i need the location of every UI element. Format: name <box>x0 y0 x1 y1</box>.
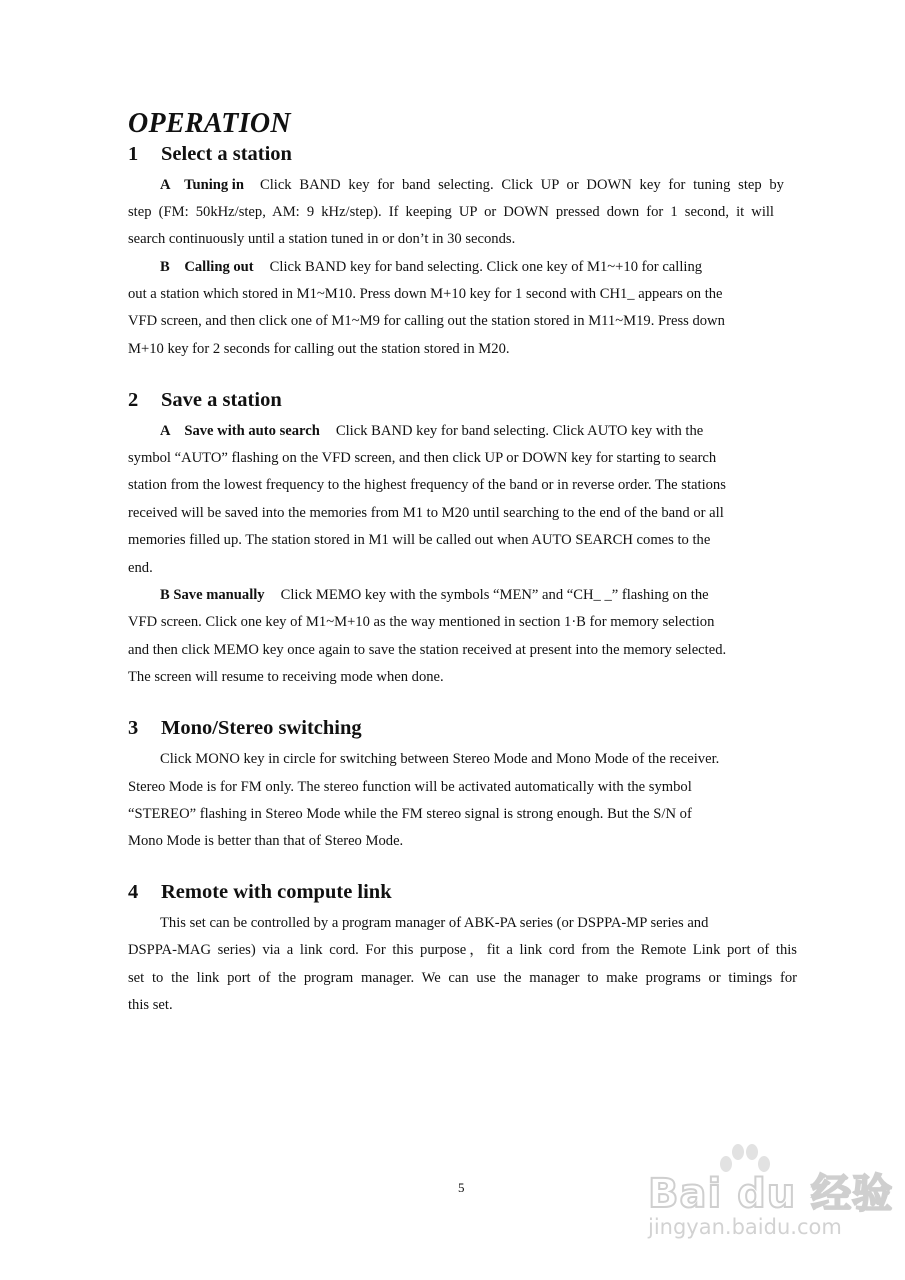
page-number: 5 <box>458 1180 465 1195</box>
paragraph-line: end. <box>128 560 153 576</box>
paragraph-line <box>160 178 784 193</box>
subsection-label: A Tuning in <box>160 177 244 193</box>
paragraph-line: this set. <box>128 997 173 1013</box>
paragraph-line: received will be saved into the memories from M1 to M20 until searching to the end of the band or all <box>128 505 724 521</box>
paragraph-line: Mono Mode is better than that of Stereo Mode. <box>128 833 404 849</box>
paragraph-text: Click MEMO key with the symbols “MEN” and “CH_ _” flashing on the <box>280 587 709 603</box>
paragraph-line: symbol “AUTO” flashing on the VFD screen, and then click UP or DOWN key for starting to search <box>128 450 717 466</box>
paragraph-line: DSPPA-MAG series) via a link cord. For this purpose，fit a link cord from the Remote Link port of this <box>128 942 797 958</box>
paragraph-line: and then click MEMO key once again to save the station received at present into the memory selected. <box>128 642 727 658</box>
paragraph-line <box>160 424 703 439</box>
paragraph-text: Click BAND key for band selecting. Click AUTO key with the <box>335 423 704 439</box>
subsection-label: B Calling out <box>160 259 254 275</box>
paragraph-line: step (FM: 50kHz/step, AM: 9 kHz/step). If keeping UP or DOWN pressed down for 1 second, it will <box>128 204 774 220</box>
paragraph-line <box>160 260 702 275</box>
section-number: 1 <box>128 143 139 165</box>
section-number: 3 <box>128 717 139 739</box>
paragraph-line: station from the lowest frequency to the highest frequency of the band or in reverse order. The stations <box>128 477 726 493</box>
section-2-heading <box>128 389 282 412</box>
paragraph-line: VFD screen. Click one key of M1~M+10 as the way mentioned in section 1·B for memory selection <box>128 614 715 630</box>
section-number: 2 <box>128 389 139 411</box>
paragraph-line: set to the link port of the program manager. We can use the manager to make programs or timings for <box>128 970 797 986</box>
paragraph-line: out a station which stored in M1~M10. Press down M+10 key for 1 second with CH1_ appears on the <box>128 286 723 302</box>
section-1-heading <box>128 143 292 166</box>
watermark-logo: Bai du 经验 <box>648 1171 894 1217</box>
section-title: Save a station <box>161 389 282 411</box>
section-title: Mono/Stereo switching <box>161 717 362 739</box>
paragraph-line: M+10 key for 2 seconds for calling out the station stored in M20. <box>128 341 510 357</box>
subsection-label: A Save with auto search <box>160 423 320 439</box>
section-3-heading <box>128 717 362 740</box>
paragraph-line: search continuously until a station tuned in or don’t in 30 seconds. <box>128 231 516 247</box>
section-title: Select a station <box>161 143 292 165</box>
paragraph-line: This set can be controlled by a program manager of ABK-PA series (or DSPPA-MP series and <box>160 915 709 931</box>
paragraph-line: The screen will resume to receiving mode when done. <box>128 669 444 685</box>
section-4-heading <box>128 881 392 904</box>
page-title: OPERATION <box>128 108 291 139</box>
paragraph-line: VFD screen, and then click one of M1~M9 for calling out the station stored in M11~M19. Press down <box>128 313 725 329</box>
paragraph-text: Click BAND key for band selecting. Click UP or DOWN key for tuning step by <box>259 177 784 193</box>
paragraph-text: Click BAND key for band selecting. Click one key of M1~+10 for calling <box>269 259 703 275</box>
subsection-label: B Save manually <box>160 587 265 603</box>
section-title: Remote with compute link <box>161 881 392 903</box>
watermark-url: jingyan.baidu.com <box>648 1215 842 1239</box>
paragraph-line: memories filled up. The station stored in M1 will be called out when AUTO SEARCH comes to the <box>128 532 711 548</box>
baidu-jingyan-watermark <box>640 1140 894 1280</box>
paragraph-line: Click MONO key in circle for switching between Stereo Mode and Mono Mode of the receiver. <box>160 751 720 767</box>
paragraph-line: “STEREO” flashing in Stereo Mode while the FM stereo signal is strong enough. But the S/N of <box>128 806 692 822</box>
paragraph-line: Stereo Mode is for FM only. The stereo function will be activated automatically with the symbol <box>128 779 692 795</box>
paragraph-line <box>160 588 709 603</box>
section-number: 4 <box>128 881 139 903</box>
